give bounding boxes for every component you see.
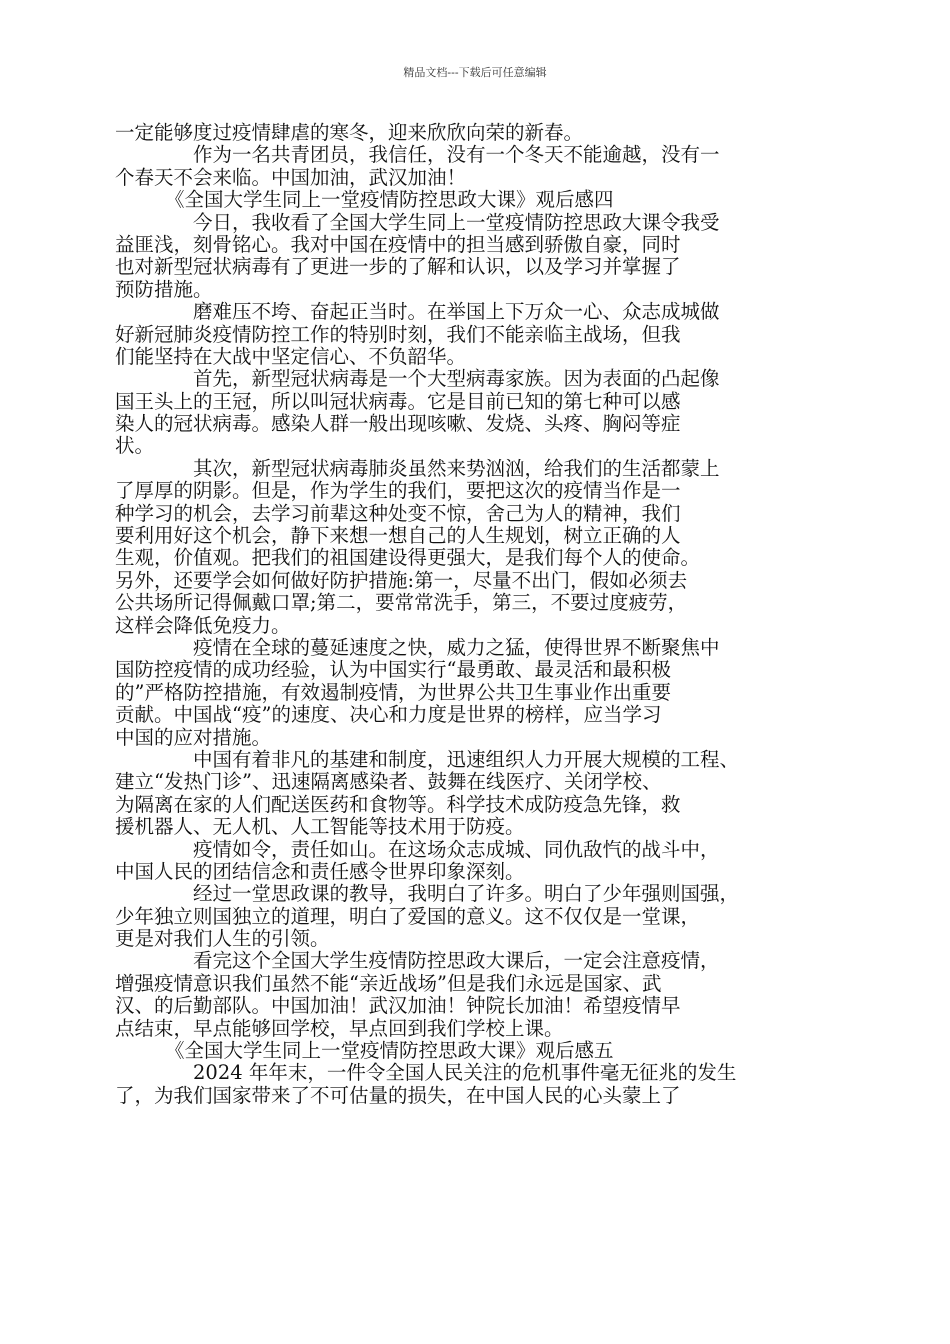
text-line: 今日，我收看了全国大学生同上一堂疫情防控思政大课令我受: [193, 210, 720, 234]
text-line: 中国人民的团结信念和责任感令世界印象深刻。: [115, 859, 525, 883]
text-line: 汉、的后勤部队。中国加油！武汉加油！钟院长加油！希望疫情早: [115, 994, 681, 1018]
text-line: 一定能够度过疫情肆虐的寒冬，迎来欣欣向荣的新春。: [115, 121, 584, 144]
text-line: 少年独立则国独立的道理，明白了爱国的意义。这不仅仅是一堂课，: [115, 904, 701, 928]
text-line: 了，为我们国家带来了不可估量的损失，在中国人民的心头蒙上了: [115, 1083, 681, 1107]
text-line: 增强疫情意识我们虽然不能“亲近战场”但是我们永远是国家、武: [115, 971, 662, 995]
text-line: 建立“发热门诊”、迅速隔离感染者、鼓舞在线医疗、关闭学校、: [115, 770, 662, 794]
text-line: 点结束，早点能够回学校，早点回到我们学校上课。: [115, 1016, 564, 1040]
text-line: 看完这个全国大学生疫情防控思政大课后，一定会注意疫情，: [193, 949, 720, 973]
text-line: 作为一名共青团员，我信任，没有一个冬天不能逾越，没有一: [193, 143, 720, 167]
text-line: 预防措施。: [115, 277, 213, 301]
text-line: 中国的应对措施。: [115, 725, 272, 749]
document-body: [115, 122, 815, 1107]
text-line: 援机器人、无人机、人工智能等技术用于防疫。: [115, 815, 525, 839]
text-line: 种学习的机会，去学习前辈这种处变不惊，舍己为人的精神，我们: [115, 501, 681, 525]
section-heading: 《全国大学生同上一堂疫情防控思政大课》观后感四: [165, 188, 614, 212]
text-line: 其次，新型冠状病毒肺炎虽然来势汹汹，给我们的生活都蒙上: [193, 456, 720, 480]
text-line: 公共场所记得佩戴口罩;第二，要常常洗手，第三，不要过度疲劳，: [115, 591, 688, 615]
text-line: 生观，价值观。把我们的祖国建设得更强大，是我们每个人的使命。: [115, 546, 701, 570]
text-line: 为隔离在家的人们配送医药和食物等。科学技术成防疫急先锋，救: [115, 792, 681, 816]
text-line: 们能坚持在大战中坚定信心、不负韶华。: [115, 344, 467, 368]
text-line: 首先，新型冠状病毒是一个大型病毒家族。因为表面的凸起像: [193, 367, 720, 391]
text-line: 也对新型冠状病毒有了更进一步的了解和认识，以及学习并掌握了: [115, 255, 681, 279]
text-line: 要利用好这个机会，静下来想一想自己的人生规划，树立正确的人: [115, 524, 681, 548]
text-line: 的”严格防控措施，有效遏制疫情，为世界公共卫生事业作出重要: [115, 680, 671, 704]
text-line: 国王头上的王冠，所以叫冠状病毒。它是目前已知的第七种可以感: [115, 389, 681, 413]
text-line: 经过一堂思政课的教导，我明白了许多。明白了少年强则国强，: [193, 882, 740, 906]
text-line: 另外，还要学会如何做好防护措施:第一，尽量不出门，假如必须去: [115, 568, 688, 592]
text-line: 个春天不会来临。中国加油，武汉加油！: [115, 165, 467, 189]
page-header: 精品文档---下载后可任意编辑: [403, 66, 547, 79]
text-line: 磨难压不垮、奋起正当时。在举国上下万众一心、众志成城做: [193, 300, 720, 324]
text-line: 染人的冠状病毒。感染人群一般出现咳嗽、发烧、头疼、胸闷等症: [115, 412, 681, 436]
text-line: 疫情如令，责任如山。在这场众志成城、同仇敌忾的战斗中，: [193, 837, 720, 861]
text-line: 更是对我们人生的引领。: [115, 927, 330, 951]
text-line: 贡献。中国战“疫”的速度、决心和力度是世界的榜样，应当学习: [115, 703, 662, 727]
text-line: 国防控疫情的成功经验，认为中国实行“最勇敢、最灵活和最积极: [115, 658, 671, 682]
text-line: 这样会降低免疫力。: [115, 613, 291, 637]
text-line: 2024 年年末，一件令全国人民关注的危机事件毫无征兆的发生: [193, 1061, 737, 1085]
text-line: 益匪浅，刻骨铭心。我对中国在疫情中的担当感到骄傲自豪，同时: [115, 232, 681, 256]
text-line: 中国有着非凡的基建和制度，迅速组织人力开展大规模的工程、: [193, 747, 740, 771]
section-heading: 《全国大学生同上一堂疫情防控思政大课》观后感五: [165, 1039, 614, 1063]
text-line: 好新冠肺炎疫情防控工作的特别时刻，我们不能亲临主战场，但我: [115, 322, 681, 346]
text-line: 了厚厚的阴影。但是，作为学生的我们，要把这次的疫情当作是一: [115, 479, 681, 503]
text-line: 疫情在全球的蔓延速度之快，威力之猛，使得世界不断聚焦中: [193, 635, 720, 659]
text-line: 状。: [115, 434, 155, 458]
